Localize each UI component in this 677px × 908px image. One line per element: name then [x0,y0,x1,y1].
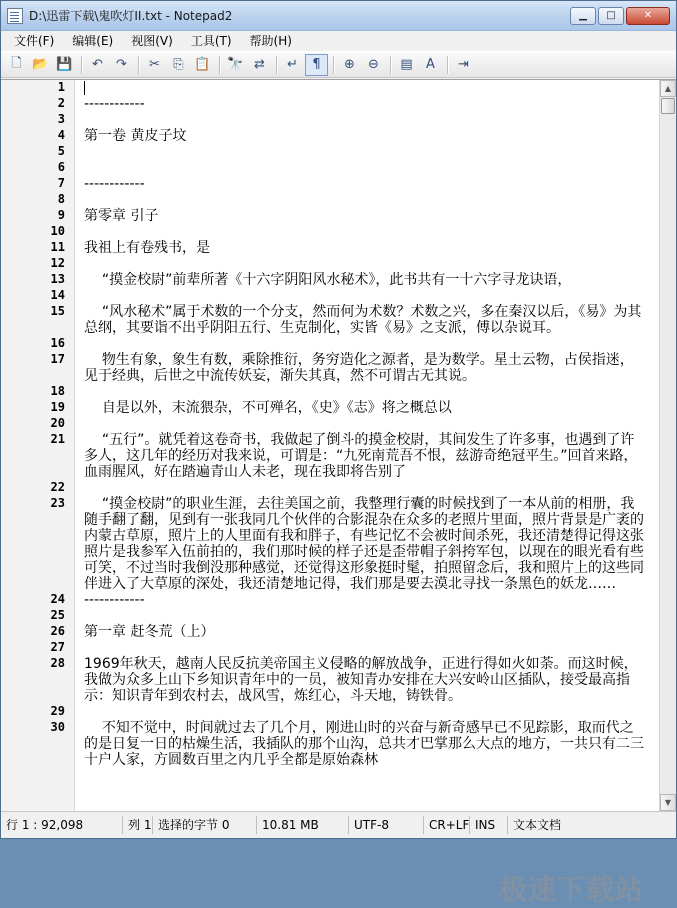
editor-line[interactable] [1,384,649,400]
line-number: 5 [57,144,65,158]
exit-icon[interactable]: ⇥ [458,57,469,72]
maximize-button[interactable]: □ [598,7,624,25]
window-title: D:\迅雷下载\鬼吹灯II.txt - Notepad2 [29,9,233,23]
copy-icon[interactable]: ⎘ [173,57,184,72]
line-text[interactable]: 物生有象，象生有数，乘除推衍，务穷造化之源者，是为数学。星土云物，占侯指迷，见于经典，后世之中流传妖妄，渐失其真，然不可谓古无其说。 [84,352,634,384]
editor-line[interactable] [1,176,649,192]
status-column: 列 1 [123,816,153,834]
find-icon[interactable]: 🔭 [227,57,244,72]
editor-line[interactable] [1,128,649,144]
line-number: 11 [50,240,65,254]
line-text[interactable] [84,288,644,304]
line-text[interactable]: 1969年秋天，越南人民反抗美帝国主义侵略的解放战争，正进行得如火如荼。而这时候，我做为众多上山下乡知识青年中的一员，被知青办安排在大兴安岭山区插队，接受最高指示：知识青年到农村去，战风雪，炼红心，斗天地，铸铁骨。 [84,656,638,704]
status-encoding[interactable]: UTF-8 [349,816,424,834]
editor-line[interactable] [1,640,649,656]
title-bar[interactable] [1,1,676,31]
line-text[interactable]: 我祖上有卷残书，是 [84,240,210,256]
editor-line[interactable] [1,272,649,288]
line-number: 14 [50,288,65,302]
line-text[interactable] [84,704,644,720]
scroll-up-arrow-icon[interactable]: ▲ [660,80,676,97]
line-text[interactable] [84,336,644,352]
editor-line[interactable] [1,288,649,304]
line-number: 1 [57,80,65,94]
wordwrap-icon[interactable]: ↵ [287,57,298,72]
scrollbar-thumb[interactable] [661,98,675,114]
line-number: 28 [50,656,65,670]
editor-line[interactable] [1,704,649,720]
editor-line[interactable] [1,400,649,416]
editor-content[interactable] [1,80,649,811]
line-number: 25 [50,608,65,622]
line-text[interactable] [84,480,644,496]
line-number: 30 [50,720,65,734]
line-number: 23 [50,496,65,510]
line-number: 17 [50,352,65,366]
editor-line[interactable] [1,192,649,208]
line-number: 26 [50,624,65,638]
toolbar-separator [333,56,334,74]
editor-line[interactable] [1,240,649,256]
editor-line[interactable] [1,416,649,432]
editor-line[interactable] [1,96,649,112]
menu-item-3[interactable]: 工具(T) [190,34,232,48]
menu-bar [1,31,676,51]
close-button[interactable]: ✕ [626,7,670,25]
toolbar-separator [390,56,391,74]
line-number: 8 [57,192,65,206]
line-number: 22 [50,480,65,494]
menu-item-1[interactable]: 编辑(E) [72,34,114,48]
line-number: 24 [50,592,65,606]
line-text[interactable] [84,160,644,176]
line-number: 10 [50,224,65,238]
line-text[interactable]: “风水秘术”属于术数的一个分支，然而何为术数？术数之兴，多在秦汉以后，《易》为其总纲，其要诣不出乎阴阳五行、生克制化，实皆《易》之支派，傅以杂说耳。 [84,304,642,336]
editor-line[interactable] [1,720,649,768]
line-text[interactable] [84,256,644,272]
save-icon[interactable]: 💾 [56,57,73,72]
status-position: 行 1 : 92,098 [1,816,123,834]
zoom-out-icon[interactable]: ⊖ [368,57,379,72]
font-icon[interactable]: A [426,57,435,72]
line-number: 9 [57,208,65,222]
line-number: 7 [57,176,65,190]
line-text[interactable] [84,416,644,432]
line-text[interactable] [84,384,644,400]
line-text[interactable]: 自是以外，末流猥杂，不可殚名，《史》《志》将之概总以 [84,400,452,416]
editor-line[interactable] [1,608,649,624]
line-text[interactable]: ------------ [84,96,145,112]
editor-line[interactable] [1,304,649,336]
status-file-size: 10.81 MB [257,816,349,834]
line-number: 4 [57,128,65,142]
editor-line[interactable] [1,656,649,704]
editor-line[interactable] [1,352,649,384]
toolbar-separator [81,56,82,74]
line-number: 15 [50,304,65,318]
line-text[interactable] [84,640,644,656]
window-controls [570,7,670,25]
notepad-app-icon [7,8,23,24]
status-line-ending[interactable]: CR+LF [424,816,470,834]
line-number: 29 [50,704,65,718]
line-text[interactable]: “摸金校尉”的职业生涯，去往美国之前，我整理行囊的时候找到了一本从前的相册，我随手翻了翻，见到有一张我同几个伙伴的合影混杂在众多的老照片里面，照片背景是广袤的内蒙古草原，照片上的人里面有我和胖子，有些记忆不会被时间杀死，我还清楚得记得这张照片是我参军入伍前拍的，我们那时候的样子还是歪带帽子斜挎军包，以现在的眼光看有些可笑，不过当时我倒没那种感觉，还觉得这形象挺时髦，拍照留念后，我和照片上的这些同伴进入了大草原的深处，我还清楚地记得，我们那是要去漠北寻找一条黑色的妖龙…… [84,496,644,592]
editor-line[interactable] [1,160,649,176]
line-text[interactable] [84,80,644,96]
editor-line[interactable] [1,336,649,352]
editor-line[interactable] [1,256,649,272]
toolbar-separator [276,56,277,74]
view-whitespace-icon[interactable]: ¶ [305,54,328,76]
line-number: 2 [57,96,65,110]
scheme-icon[interactable]: ▤ [400,57,413,72]
line-number: 21 [50,432,65,446]
minimize-button[interactable]: ▁ [570,7,596,25]
line-number: 13 [50,272,65,286]
line-text[interactable]: 第一章 赶冬荒（上） [84,624,215,640]
line-number: 16 [50,336,65,350]
paste-icon[interactable]: 📋 [194,57,211,72]
status-selection: 选择的字节 0 [153,816,257,834]
line-text[interactable] [84,144,644,160]
line-text[interactable]: 第零章 引子 [84,208,159,224]
toolbar-separator [447,56,448,74]
scroll-down-arrow-icon[interactable]: ▼ [660,794,676,811]
line-text[interactable] [84,112,644,128]
menu-item-4[interactable]: 帮助(H) [249,34,292,48]
line-number: 19 [50,400,65,414]
status-doc-type[interactable]: 文本文档 [513,818,562,832]
cut-icon[interactable]: ✂ [149,57,160,72]
editor-line[interactable] [1,592,649,608]
menu-item-2[interactable]: 视图(V) [131,34,173,48]
status-insert-mode[interactable]: INS [470,816,508,834]
line-number: 12 [50,256,65,270]
editor-line[interactable] [1,208,649,224]
line-text[interactable]: “摸金校尉”前辈所著《十六字阴阳风水秘术》，此书共有一十六字寻龙诀语， [84,272,572,288]
vertical-scrollbar[interactable] [659,80,676,811]
line-text[interactable]: ------------ [84,176,145,192]
line-text[interactable] [84,192,644,208]
toolbar-separator [138,56,139,74]
line-number: 20 [50,416,65,430]
status-bar [1,811,676,838]
line-text[interactable]: “五行”。就凭着这卷奇书，我做起了倒斗的摸金校尉，其间发生了许多事，也遇到了许多人，这几年的经历对我来说，可谓是：“九死南荒吾不恨，兹游奇绝冠平生。”回首来路，血雨腥风，好在踏遍青山人未老，现在我即将告别了 [84,432,638,480]
new-icon[interactable]: 🗋 [11,55,22,71]
redo-icon[interactable]: ↷ [116,57,127,72]
replace-icon[interactable]: ⇄ [254,57,265,72]
line-text[interactable]: ------------ [84,592,145,608]
line-number: 27 [50,640,65,654]
editor-line[interactable] [1,432,649,480]
editor-line[interactable] [1,144,649,160]
line-number: 3 [57,112,65,126]
line-number: 6 [57,160,65,174]
toolbar [1,51,676,78]
editor-line[interactable] [1,624,649,640]
line-text[interactable] [84,224,644,240]
line-number: 18 [50,384,65,398]
line-text[interactable]: 不知不觉中，时间就过去了几个月，刚进山时的兴奋与新奇感早已不见踪影，取而代之的是日复一日的枯燥生活，我插队的那个山沟，总共才巴掌那么大点的地方，一共只有二三十户人家，方圆数百里之内几乎全都是原始森林 [84,720,644,768]
watermark: 极速下载站 [499,873,645,906]
undo-icon[interactable]: ↶ [92,57,103,72]
line-text[interactable] [84,608,644,624]
zoom-in-icon[interactable]: ⊕ [344,57,355,72]
editor-line[interactable] [1,496,649,592]
line-text[interactable]: 第一卷 黄皮子坟 [84,128,187,144]
editor-line[interactable] [1,224,649,240]
editor-line[interactable] [1,480,649,496]
editor-line[interactable] [1,80,649,96]
text-cursor [84,81,85,95]
editor-line[interactable] [1,112,649,128]
menu-item-0[interactable]: 文件(F) [14,34,55,48]
toolbar-separator [219,56,220,74]
open-icon[interactable]: 📂 [32,57,49,72]
